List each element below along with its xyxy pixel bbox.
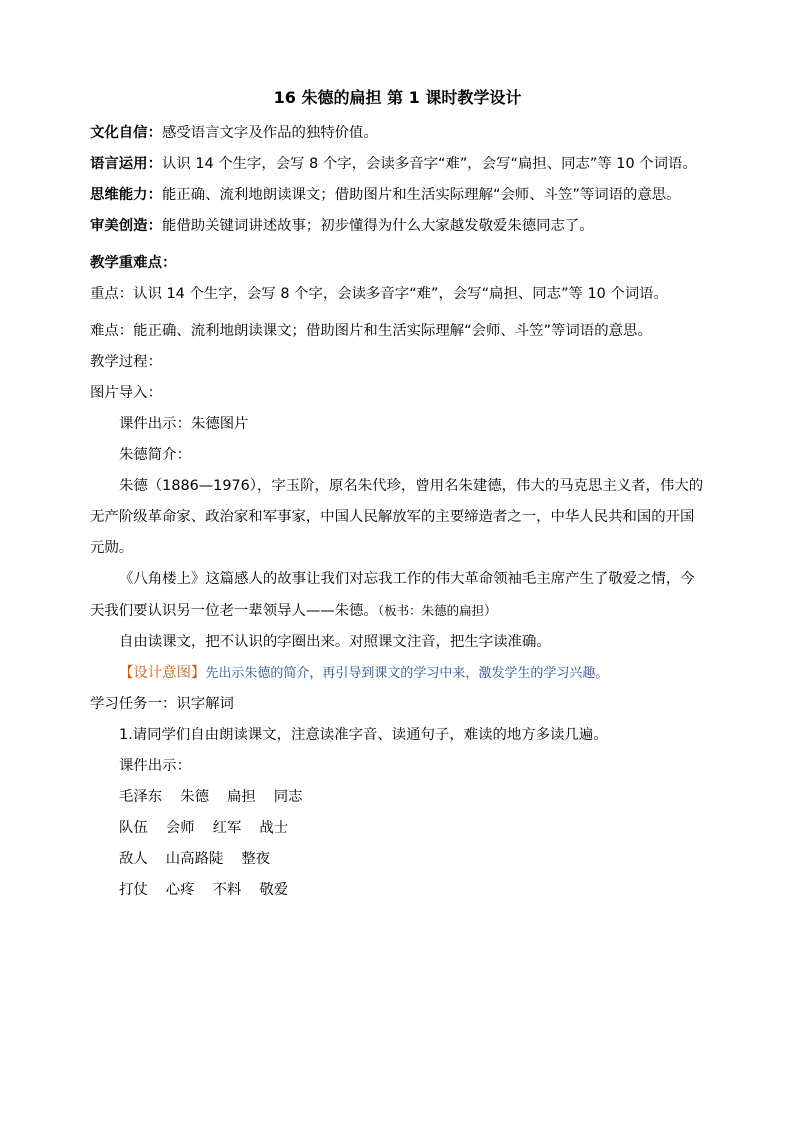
word-row: [90, 782, 705, 813]
goal-label: 文化自信：: [90, 125, 162, 141]
courseware-label: 课件出示：: [119, 758, 191, 774]
document-body: [90, 86, 705, 906]
design-intent: [90, 658, 705, 689]
word-row: [90, 813, 705, 844]
key-point: 重点：认识 14 个生字，会写 8 个字，会读多音字“难”，会写“扁担、同志”等 10 个词语。: [90, 286, 668, 302]
design-intent-label: 【设计意图】: [119, 665, 206, 681]
word: 山高路陡: [165, 851, 224, 867]
word: 打仗: [119, 882, 148, 898]
task1-heading: 学习任务一：识字解词: [90, 696, 234, 712]
transition-text: 《八角楼上》这篇感人的故事让我们对忘我工作的伟大革命领袖毛主席产生了敬爱之情，今天我们要认识另一位老一辈领导人——朱德。: [90, 571, 695, 619]
word: 朱德: [180, 789, 209, 805]
process-heading: 教学过程：: [90, 354, 162, 370]
word: 同志: [273, 789, 303, 805]
intro-heading: 图片导入：: [90, 385, 162, 401]
goal-text: 能正确、流利地朗读课文；借助图片和生活实际理解“会师、斗笠”等词语的意思。: [161, 187, 681, 203]
word-row: [90, 844, 705, 875]
transition-paragraph: [90, 564, 705, 627]
bio-heading: 朱德简介：: [119, 447, 191, 463]
goal-text: 感受语言文字及作品的独特价值。: [161, 125, 378, 141]
word: 会师: [165, 820, 195, 836]
word-row: [90, 875, 705, 906]
goal-text: 能借助关键词讲述故事；初步懂得为什么大家越发敬爱朱德同志了。: [161, 218, 594, 234]
word: 毛泽东: [119, 789, 163, 805]
word: 不料: [212, 882, 242, 898]
word: 扁担: [226, 789, 256, 805]
goal-aesthetic: [90, 211, 705, 242]
task1-step1: 1.请同学们自由朗读课文，注意读准字音、读通句子，难读的地方多读几遍。: [119, 727, 608, 743]
goal-text: 认识 14 个生字，会写 8 个字，会读多音字“难”，会写“扁担、同志”等 10 个词语。: [161, 156, 697, 172]
word: 敌人: [119, 851, 148, 867]
word: 敬爱: [259, 882, 289, 898]
word: 整夜: [241, 851, 271, 867]
goal-language: [90, 149, 705, 180]
design-intent-text: 先出示朱德的简介，再引导到课文的学习中来，激发学生的学习兴趣。: [205, 666, 609, 681]
key-points-heading: 教学重难点：: [90, 255, 177, 271]
courseware-image: 课件出示：朱德图片: [119, 416, 249, 432]
word: 战士: [259, 820, 289, 836]
goal-thinking: [90, 180, 705, 211]
goal-label: 语言运用：: [90, 156, 162, 172]
goal-culture: [90, 118, 705, 149]
bio-paragraph: 朱德（1886—1976），字玉阶，原名朱代珍，曾用名朱建德，伟大的马克思主义者，伟大的无产阶级革命家、政治家和军事家，中国人民解放军的主要缔造者之一，中华人民共和国的开国元勋。: [90, 478, 704, 556]
board-note: （板书：朱德的扁担）: [377, 603, 497, 618]
goal-label: 思维能力：: [90, 187, 162, 203]
word: 红军: [212, 820, 242, 836]
self-read-instruction: 自由读课文，把不认识的字圈出来。对照课文注音，把生字读准确。: [119, 634, 551, 650]
word: 队伍: [119, 820, 148, 836]
difficulty-point: 难点：能正确、流利地朗读课文；借助图片和生活实际理解“会师、斗笠”等词语的意思。: [90, 323, 652, 339]
word: 心疼: [165, 882, 195, 898]
document-title: 16 朱德的扁担 第 1 课时教学设计: [273, 88, 522, 107]
goal-label: 审美创造：: [90, 218, 162, 234]
